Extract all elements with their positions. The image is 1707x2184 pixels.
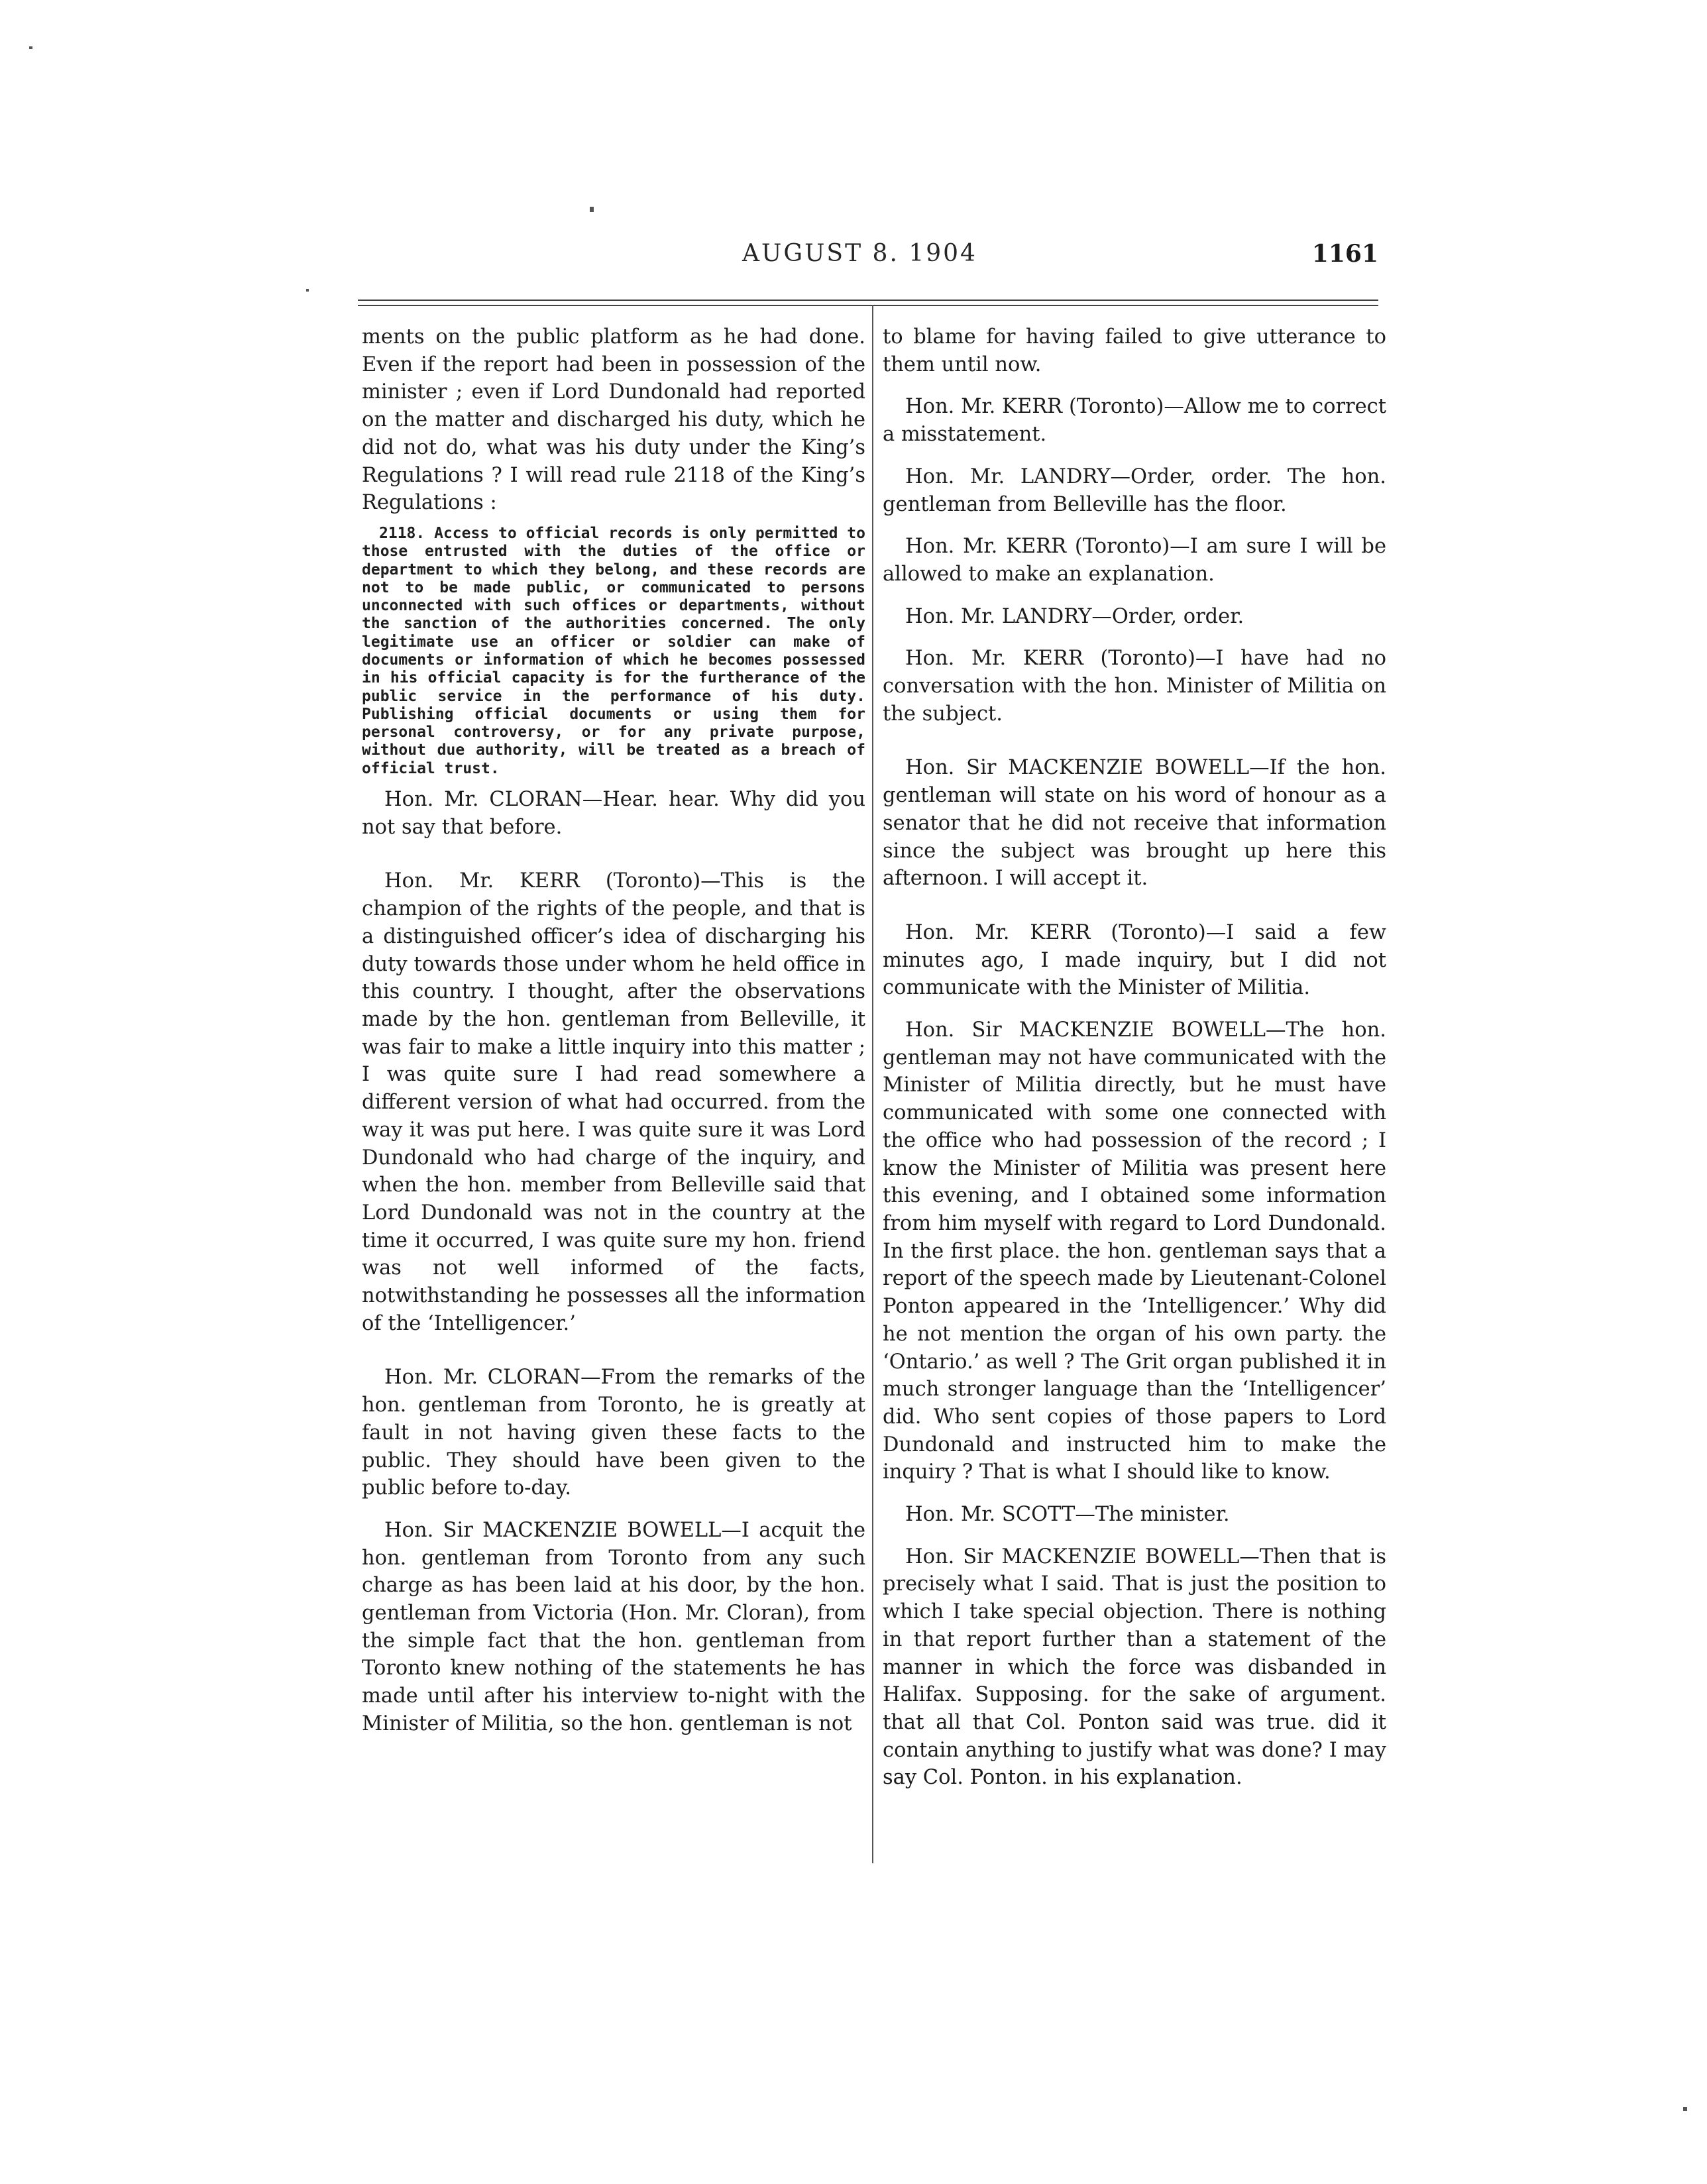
left-paragraph-cloran-1: Hon. Mr. CLORAN—Hear. hear. Why did you not say that before.: [362, 788, 865, 839]
left-paragraph-kerr: Hon. Mr. KERR (Toronto)—This is the champion of the rights of the people, and that is a distinguished officer’s idea of discharging his duty towards those under whom he held office in this country. I thought, after the observations made by the hon. gentleman from Belleville, it was fair to make a little inquiry into this matter ; I was quite sure I had read somewhere a different version of what had occurred. from the way it was put here. I was quite sure it was Lord Dundonald who had charge of the inquiry, and when the hon. member from Belleville said that Lord Dundonald was not in the country at the time it occurred, I was quite sure my hon. friend was not well informed of the facts, notwithstanding he possesses all the information of the ‘Intelligencer.’: [362, 869, 865, 1335]
right-paragraph-kerr-2: Hon. Mr. KERR (Toronto)—I am sure I will be allowed to make an explanation.: [883, 535, 1386, 586]
right-paragraph-landry-1: Hon. Mr. LANDRY—Order, order. The hon. gentleman from Belleville has the floor.: [883, 464, 1386, 516]
rule-2118-quotation: 2118. Access to official records is only permitted to those entrusted with the duties of the office or department to which they belong, and these records are not to be made public, or communicated to persons unconnected with such offices or departments, without the sanction of the authorities concerned. The only legitimate use an officer or soldier can make of documents or information of which he becomes possessed in his official capacity is for the furtherance of the public service in the performance of his duty. Publishing official documents or using them for personal controversy, or for any private purpose, without due authority, will be treated as a breach of official trust.: [362, 524, 865, 777]
header-rule-bottom: [358, 305, 1378, 306]
column-divider: [872, 305, 873, 1863]
scan-speck: [1683, 2107, 1687, 2111]
right-paragraph-kerr-1: Hon. Mr. KERR (Toronto)—Allow me to correct a misstatement.: [883, 395, 1386, 447]
right-paragraph-bowell-3: Hon. Sir MACKENZIE BOWELL—Then that is precisely what I said. That is just the position to which I take special objection. There is nothing in that report further than a statement of the manner in which the force was disbanded in Halifax. Supposing. for the sake of argument. that all that Col. Ponton said was true. did it contain anything to justify what was done? I may say Col. Ponton. in his explanation.: [883, 1545, 1386, 1790]
right-paragraph-bowell-2: Hon. Sir MACKENZIE BOWELL—The hon. gentleman may not have communicated with the Minister of Militia directly, but he must have communicated with some one connected with the office who had possession of the record ; I know the Minister of Militia was present here this evening, and I obtained some information from him myself with regard to Lord Dundonald. In the first place. the hon. gentleman says that a report of the speech made by Lieutenant-Colonel Ponton appeared in the ‘Intelligencer.’ Why did he not mention the organ of his own party. the ‘Ontario.’ as well ? The Grit organ published it in much stronger language than the ‘Intelligencer’ did. Who sent copies of those papers to Lord Dundonald and instructed him to make the inquiry ? That is what I should like to know.: [883, 1018, 1386, 1484]
right-column: [883, 323, 1386, 1792]
left-column: [362, 323, 865, 1738]
right-paragraph-kerr-4: Hon. Mr. KERR (Toronto)—I said a few minutes ago, I made inquiry, but I did not communicate with the Minister of Militia.: [883, 920, 1386, 1000]
left-paragraph-bowell: Hon. Sir MACKENZIE BOWELL—I acquit the hon. gentleman from Toronto from any such charge as has been laid at his door, by the hon. gentleman from Victoria (Hon. Mr. Cloran), from the simple fact that the hon. gentleman from Toronto knew nothing of the statements he has made until after his interview to-night with the Minister of Militia, so the hon. gentleman is not: [362, 1518, 865, 1735]
header-date: AUGUST 8. 1904: [742, 240, 977, 267]
left-paragraph-continuation: ments on the public platform as he had done. Even if the report had been in possession of the minister ; even if Lord Dundonald had reported on the matter and discharged his duty, which he did not do, what was his duty under the King’s Regulations ? I will read rule 2118 of the King’s Regulations :: [362, 325, 865, 515]
right-paragraph-kerr-3: Hon. Mr. KERR (Toronto)—I have had no conversation with the hon. Minister of Militia on the subject.: [883, 647, 1386, 726]
right-paragraph-continuation: to blame for having failed to give utterance to them until now.: [883, 325, 1386, 376]
scan-speck: [590, 207, 594, 212]
page-header: [358, 240, 1378, 280]
left-paragraph-cloran-2: Hon. Mr. CLORAN—From the remarks of the hon. gentleman from Toronto, he is greatly at fault in not having given these facts to the public. They should have been given to the public before to-day.: [362, 1366, 865, 1500]
right-paragraph-landry-2: Hon. Mr. LANDRY—Order, order.: [905, 604, 1244, 628]
right-paragraph-bowell-1: Hon. Sir MACKENZIE BOWELL—If the hon. gentleman will state on his word of honour as a senator that he did not receive that information since the subject was brought up here this afternoon. I will accept it.: [883, 756, 1386, 891]
header-rule-top: [358, 300, 1378, 301]
page-number: 1161: [1311, 240, 1378, 268]
right-paragraph-scott: Hon. Mr. SCOTT—The minister.: [905, 1503, 1230, 1527]
scan-speck: [29, 46, 32, 49]
scan-speck: [306, 289, 309, 292]
